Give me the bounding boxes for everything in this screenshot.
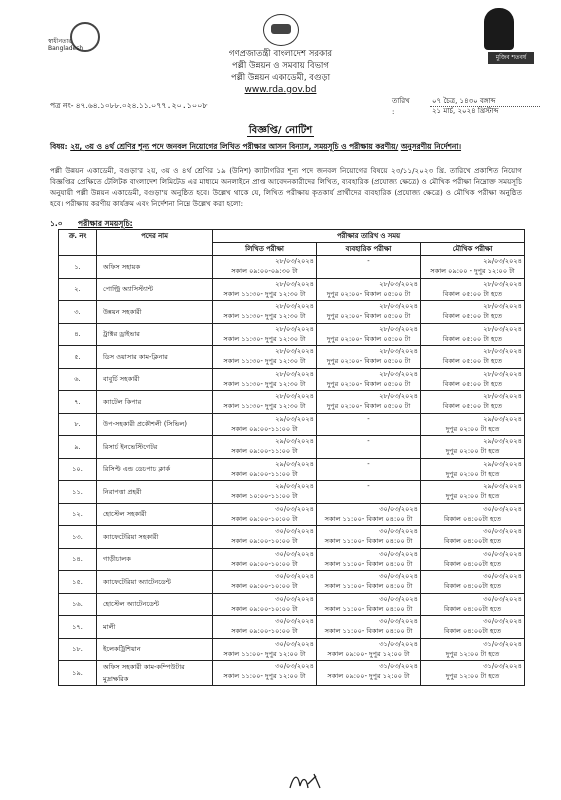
written-date: ২৯/০৩/২০২৪ bbox=[275, 437, 314, 445]
mujib-borsho-banner: মুজিব শতবর্ষ bbox=[488, 52, 534, 64]
cell-practical bbox=[317, 368, 421, 391]
cell-practical bbox=[317, 458, 421, 481]
viva-time: বিকাল ০৪:০০টা হতে bbox=[443, 627, 502, 635]
practical-time: সকাল ০৯:০০- দুপুর ১২:০০ টা bbox=[327, 672, 410, 680]
written-time: সকাল ০৯:০০-১০:০০ টা bbox=[231, 604, 298, 613]
table-row bbox=[59, 436, 525, 459]
table-row bbox=[59, 301, 525, 324]
viva-date: ২৮/০৩/২০২৪ bbox=[483, 347, 522, 355]
viva-time: বিকাল ০৫:০০ টা হতে bbox=[442, 312, 503, 320]
table-row bbox=[59, 548, 525, 571]
practical-date: ৩০/০৩/২০২৪ bbox=[379, 527, 418, 535]
viva-time: সকাল ০৯:০০ - দুপুর ১২:০০ টা bbox=[430, 267, 515, 275]
cell-post: অফিস সহকারী কাম-কম্পিউটার মুদ্রাক্ষরিক bbox=[97, 661, 213, 686]
subject-label: বিষয়: bbox=[50, 142, 68, 151]
cell-written bbox=[213, 571, 317, 594]
cell-written bbox=[213, 256, 317, 279]
cell-practical bbox=[317, 481, 421, 504]
cell-post: ক্যাফেটেরিয়া সহকারী bbox=[97, 526, 213, 549]
cell-post: গাড়ীচালক bbox=[97, 548, 213, 571]
cell-viva bbox=[421, 571, 525, 594]
written-time: সকাল ০৯:০০-১১:০০ টা bbox=[231, 469, 298, 478]
written-time: সকাল ১১:৩০- দুপুর ১২:৩০ টা bbox=[223, 379, 306, 388]
section-title: পরীক্ষার সময়সূচি: bbox=[78, 219, 133, 228]
practical-time: দুপুর ০২:০০- বিকাল ০৫:০০ টা bbox=[326, 312, 411, 320]
practical-time: - bbox=[367, 459, 370, 468]
written-time: সকাল ১১:৩০- দুপুর ১২:৩০ টা bbox=[223, 334, 306, 343]
table-row bbox=[59, 593, 525, 616]
cell-viva bbox=[421, 436, 525, 459]
govt-name: গণপ্রজাতন্ত্রী বাংলাদেশ সরকার bbox=[228, 49, 333, 59]
practical-time: সকাল ১১:০০- বিকাল ০৪:০০ টা bbox=[324, 514, 413, 523]
practical-time: দুপুর ০২:০০- বিকাল ০৫:০০ টা bbox=[326, 402, 411, 410]
practical-time: - bbox=[367, 414, 370, 423]
written-time: সকাল ০৯:০০-০৯:৩০ টা bbox=[231, 267, 298, 275]
cell-sl: ১৭. bbox=[59, 616, 97, 639]
cell-post: নিরাপত্তা প্রহরী bbox=[97, 481, 213, 504]
viva-date: ২৮/০৩/২০২৪ bbox=[483, 392, 522, 400]
practical-date: ২৮/০৩/২০২৪ bbox=[379, 302, 418, 310]
practical-time: দুপুর ০২:০০- বিকাল ০৫:০০ টা bbox=[326, 334, 411, 343]
cell-practical bbox=[317, 616, 421, 639]
cell-post: অফিস সহায়ক bbox=[97, 256, 213, 279]
cell-written bbox=[213, 368, 317, 391]
cell-viva bbox=[421, 278, 525, 301]
cell-viva bbox=[421, 481, 525, 504]
cell-practical bbox=[317, 638, 421, 661]
viva-date: ২৮/০৩/২০২৪ bbox=[483, 369, 522, 378]
cell-viva bbox=[421, 256, 525, 279]
portrait-icon bbox=[484, 8, 514, 50]
practical-date: ৩০/০৩/২০২৪ bbox=[379, 549, 418, 558]
cell-post: রিসার্চ ইনভেস্টিগেটর bbox=[97, 436, 213, 459]
cell-written bbox=[213, 616, 317, 639]
header-practical: ব্যবহারিক পরীক্ষা bbox=[317, 243, 421, 256]
cell-post: ক্যাফেটেরিয়া অ্যাটেনডেন্ট bbox=[97, 571, 213, 594]
written-time: সকাল ১১:৩০- দুপুর ১২:৩০ টা bbox=[223, 289, 306, 298]
date-english: ২১ মার্চ, ২০২৪ খ্রিস্টাব্দ bbox=[432, 107, 499, 115]
practical-date: ২৮/০৩/২০২৪ bbox=[379, 369, 418, 378]
cell-post: উন্নয়ন সহকারী bbox=[97, 301, 213, 324]
cell-viva bbox=[421, 323, 525, 346]
viva-date: ২৯/০৩/২০২৪ bbox=[483, 437, 522, 445]
rda-logo-icon bbox=[263, 14, 299, 46]
written-date: ৩০/০৩/২০২৪ bbox=[275, 662, 314, 670]
practical-date: ৩১/০৩/২০২৪ bbox=[379, 639, 418, 648]
cell-practical bbox=[317, 593, 421, 616]
practical-time: সকাল ১১:০০- বিকাল ০৪:০০ টা bbox=[324, 537, 413, 545]
cell-viva bbox=[421, 526, 525, 549]
viva-time: বিকাল ০৫:০০ টা হতে bbox=[442, 379, 503, 388]
viva-date: ২৮/০৩/২০২৪ bbox=[483, 279, 522, 288]
viva-time: বিকাল ০৪:০০টা হতে bbox=[443, 559, 502, 568]
memo-handwritten: ০৭৭.২০.১০০৮ bbox=[151, 101, 208, 110]
header-exam-group: পরীক্ষার তারিখ ও সময় bbox=[213, 230, 525, 243]
table-row bbox=[59, 458, 525, 481]
cell-practical bbox=[317, 526, 421, 549]
table-row bbox=[59, 256, 525, 279]
cell-written bbox=[213, 526, 317, 549]
cell-written bbox=[213, 413, 317, 436]
cell-viva bbox=[421, 661, 525, 686]
practical-time: সকাল ১১:০০- বিকাল ০৪:০০ টা bbox=[324, 559, 413, 568]
practical-date: ২৮/০৩/২০২৪ bbox=[379, 324, 418, 333]
cell-sl: ১০. bbox=[59, 458, 97, 481]
viva-time: বিকাল ০৪:০০টা হতে bbox=[443, 604, 502, 613]
cell-viva bbox=[421, 413, 525, 436]
cell-sl: ১৫. bbox=[59, 571, 97, 594]
written-time: সকাল ০৯:০০-১০:০০ টা bbox=[231, 627, 298, 635]
header-written: লিখিত পরীক্ষা bbox=[213, 243, 317, 256]
cell-written bbox=[213, 593, 317, 616]
cell-post: ক্যাটেল কিপার bbox=[97, 391, 213, 414]
table-row bbox=[59, 661, 525, 686]
cell-post: পোল্ট্রি অ্যাসিস্ট্যান্ট bbox=[97, 278, 213, 301]
cell-written bbox=[213, 661, 317, 686]
cell-sl: ১. bbox=[59, 256, 97, 279]
practical-time: সকাল ০৯:০০- দুপুর ১২:০০ টা bbox=[327, 649, 410, 658]
viva-time: দুপুর ০২:০০ টা হতে bbox=[445, 469, 500, 478]
cell-post: ডিস ওয়াসার কাম-ক্লিনার bbox=[97, 346, 213, 369]
viva-time: দুপুর ১২:০০ টা হতে bbox=[445, 649, 500, 658]
cell-practical bbox=[317, 278, 421, 301]
practical-time: - bbox=[367, 257, 370, 265]
cell-post: রিসিপ্ট এন্ড ডেচপাচ ক্লার্ক bbox=[97, 458, 213, 481]
written-date: ২৮/০৩/২০২৪ bbox=[275, 302, 314, 310]
subject-text-2: অনুসরণীয় নির্দেশনা। bbox=[400, 142, 462, 151]
written-date: ৩০/০৩/২০২৪ bbox=[275, 594, 314, 603]
academy-name: পল্লী উন্নয়ন একাডেমী, বগুড়া bbox=[230, 73, 331, 83]
cell-viva bbox=[421, 301, 525, 324]
viva-time: বিকাল ০৫:০০ টা হতে bbox=[442, 357, 503, 365]
table-row bbox=[59, 481, 525, 504]
viva-date: ৩১/০৩/২০২৪ bbox=[483, 639, 522, 648]
practical-date: ৩০/০৩/২০২৪ bbox=[379, 572, 418, 580]
cell-post: হোস্টেল অ্যাটেনডেন্ট bbox=[97, 593, 213, 616]
written-time: সকাল ১১:৩০- দুপুর ১২:৩০ টা bbox=[223, 312, 306, 320]
cell-practical bbox=[317, 391, 421, 414]
website-link[interactable]: www.rda.gov.bd bbox=[244, 85, 317, 95]
viva-date: ৩০/০৩/২০২৪ bbox=[483, 549, 522, 558]
cell-written bbox=[213, 548, 317, 571]
viva-time: বিকাল ০৫:০০ টা হতে bbox=[442, 402, 503, 410]
cell-written bbox=[213, 503, 317, 526]
practical-time: - bbox=[367, 482, 370, 490]
cell-post: উপ-সহকারী প্রকৌশলী (সিভিল) bbox=[97, 413, 213, 436]
viva-time: দুপুর ০২:০০ টা হতে bbox=[445, 447, 500, 455]
cell-viva bbox=[421, 368, 525, 391]
viva-time: দুপুর ১২:০০ টা হতে bbox=[445, 672, 500, 680]
practical-date: ৩০/০৩/২০২৪ bbox=[379, 594, 418, 603]
written-time: সকাল ১১:০০- দুপুর ১২:০০ টা bbox=[223, 649, 306, 658]
header-sl: ক্র. নং bbox=[59, 230, 97, 256]
cell-post: ইলেকট্রিশিয়ান bbox=[97, 638, 213, 661]
table-row bbox=[59, 503, 525, 526]
written-date: ২৮/০৩/২০২৪ bbox=[275, 257, 314, 265]
table-row bbox=[59, 323, 525, 346]
logo-left-line2: Bangladesh bbox=[48, 45, 84, 52]
table-row bbox=[59, 526, 525, 549]
cell-viva bbox=[421, 503, 525, 526]
cell-written bbox=[213, 346, 317, 369]
cell-practical bbox=[317, 323, 421, 346]
table-row bbox=[59, 638, 525, 661]
written-date: ৩০/০৩/২০২৪ bbox=[275, 572, 314, 580]
viva-date: ৩০/০৩/২০২৪ bbox=[483, 504, 522, 513]
cell-practical bbox=[317, 436, 421, 459]
logo-left-line1: স্বাধীনতার bbox=[48, 38, 72, 45]
written-time: সকাল ১১:৩০- দুপুর ১২:৩০ টা bbox=[223, 402, 306, 410]
letterhead bbox=[0, 48, 561, 96]
cell-practical bbox=[317, 571, 421, 594]
written-date: ৩০/০৩/২০২৪ bbox=[275, 639, 314, 648]
cell-post: মালী bbox=[97, 616, 213, 639]
cell-sl: ৬. bbox=[59, 368, 97, 391]
notice-title-text: বিজ্ঞপ্তি/ নোটিশ bbox=[248, 125, 313, 136]
cell-sl: ১৯. bbox=[59, 661, 97, 686]
written-date: ২৮/০৩/২০২৪ bbox=[275, 279, 314, 288]
table-row bbox=[59, 346, 525, 369]
cell-viva bbox=[421, 548, 525, 571]
cell-practical bbox=[317, 661, 421, 686]
practical-time: দুপুর ০২:০০- বিকাল ০৫:০০ টা bbox=[326, 289, 411, 298]
cell-written bbox=[213, 301, 317, 324]
cell-practical bbox=[317, 548, 421, 571]
date-label: তারিখ : bbox=[392, 97, 410, 116]
cell-sl: ১৮. bbox=[59, 638, 97, 661]
practical-time: সকাল ১১:০০- বিকাল ০৪:০০ টা bbox=[324, 604, 413, 613]
written-time: সকাল ০৯:০০-১১:০০ টা bbox=[231, 424, 298, 433]
cell-written bbox=[213, 323, 317, 346]
viva-time: দুপুর ০২:০০ টা হতে bbox=[445, 492, 500, 500]
cell-post: বাবুর্চি সহকারী bbox=[97, 368, 213, 391]
viva-date: ৩০/০৩/২০২৪ bbox=[483, 572, 522, 580]
cell-post: হোস্টেল সহকারী bbox=[97, 503, 213, 526]
written-date: ২৮/০৩/২০২৪ bbox=[275, 369, 314, 378]
table-row bbox=[59, 278, 525, 301]
viva-date: ২৮/০৩/২০২৪ bbox=[483, 302, 522, 310]
practical-time: সকাল ১১:০০- বিকাল ০৪:০০ টা bbox=[324, 627, 413, 635]
viva-time: দুপুর ০২:০০ টা হতে bbox=[445, 424, 500, 433]
practical-time: দুপুর ০২:০০- বিকাল ০৫:০০ টা bbox=[326, 357, 411, 365]
cell-viva bbox=[421, 458, 525, 481]
table-row bbox=[59, 616, 525, 639]
cell-sl: ১৩. bbox=[59, 526, 97, 549]
subject bbox=[50, 141, 520, 152]
practical-date: ২৮/০৩/২০২৪ bbox=[379, 279, 418, 288]
viva-time: বিকাল ০৪:০০টা হতে bbox=[443, 537, 502, 545]
cell-practical bbox=[317, 413, 421, 436]
written-date: ৩০/০৩/২০২৪ bbox=[275, 527, 314, 535]
viva-date: ৩০/০৩/২০২৪ bbox=[483, 594, 522, 603]
cell-post: ট্রাক্টর ড্রাইভার bbox=[97, 323, 213, 346]
cell-written bbox=[213, 436, 317, 459]
written-date: ২৮/০৩/২০২৪ bbox=[275, 392, 314, 400]
table-row bbox=[59, 391, 525, 414]
written-date: ৩০/০৩/২০২৪ bbox=[275, 617, 314, 625]
table-row bbox=[59, 413, 525, 436]
practical-time: - bbox=[367, 437, 370, 445]
practical-time: সকাল ১১:০০- বিকাল ০৪:০০ টা bbox=[324, 582, 413, 590]
written-time: সকাল ০৯:০০-১০:০০ টা bbox=[231, 514, 298, 523]
cell-written bbox=[213, 278, 317, 301]
written-time: সকাল ১১:০০- দুপুর ১২:০০ টা bbox=[223, 672, 306, 680]
written-date: ২৮/০৩/২০২৪ bbox=[275, 347, 314, 355]
viva-date: ৩১/০৩/২০২৪ bbox=[483, 662, 522, 670]
written-time: সকাল ০৯:০০-১০:০০ টা bbox=[231, 537, 298, 545]
viva-date: ২৯/০৩/২০২৪ bbox=[483, 482, 522, 490]
written-date: ২৯/০৩/২০২৪ bbox=[275, 459, 314, 468]
table-row bbox=[59, 571, 525, 594]
cell-sl: ১৪. bbox=[59, 548, 97, 571]
cell-sl: ১২. bbox=[59, 503, 97, 526]
practical-date: ৩০/০৩/২০২৪ bbox=[379, 504, 418, 513]
viva-time: বিকাল ০৪:০০টা হতে bbox=[443, 514, 502, 523]
viva-time: বিকাল ০৫:০০ টা হতে bbox=[442, 334, 503, 343]
written-time: সকাল ০৯:০০-১০:০০ টা bbox=[231, 559, 298, 568]
practical-date: ২৮/০৩/২০২৪ bbox=[379, 347, 418, 355]
cell-practical bbox=[317, 301, 421, 324]
cell-practical bbox=[317, 346, 421, 369]
written-date: ৩০/০৩/২০২৪ bbox=[275, 504, 314, 513]
cell-sl: ৭. bbox=[59, 391, 97, 414]
written-date: ২৯/০৩/২০২৪ bbox=[275, 482, 314, 490]
written-date: ৩০/০৩/২০২৪ bbox=[275, 549, 314, 558]
memo-prefix: পত্র নং- ৪৭.৬৪.১০৮৮.০২৪.১১. bbox=[50, 101, 152, 110]
cell-sl: ২. bbox=[59, 278, 97, 301]
cell-sl: ১৬. bbox=[59, 593, 97, 616]
cell-written bbox=[213, 481, 317, 504]
cell-written bbox=[213, 391, 317, 414]
header-post: পদের নাম bbox=[97, 230, 213, 256]
written-time: সকাল ০৯:০০-১০:০০ টা bbox=[231, 582, 298, 590]
practical-date: ২৮/০৩/২০২৪ bbox=[379, 392, 418, 400]
written-time: সকাল ১১:৩০- দুপুর ১২:৩০ টা bbox=[223, 357, 306, 365]
viva-time: বিকাল ০৪:০০টা হতে bbox=[443, 582, 502, 590]
cell-written bbox=[213, 638, 317, 661]
cell-practical bbox=[317, 503, 421, 526]
practical-time: দুপুর ০২:০০- বিকাল ০৫:০০ টা bbox=[326, 379, 411, 388]
cell-sl: ৪. bbox=[59, 323, 97, 346]
viva-date: ২৯/০৩/২০২৪ bbox=[483, 414, 522, 423]
cell-sl: ৯. bbox=[59, 436, 97, 459]
header-viva: মৌখিক পরীক্ষা bbox=[421, 243, 525, 256]
cell-practical bbox=[317, 256, 421, 279]
written-date: ২৮/০৩/২০২৪ bbox=[275, 324, 314, 333]
signature-icon bbox=[286, 770, 326, 792]
practical-date: ৩০/০৩/২০২৪ bbox=[379, 617, 418, 625]
cell-sl: ৩. bbox=[59, 301, 97, 324]
cell-viva bbox=[421, 593, 525, 616]
table-row bbox=[59, 368, 525, 391]
cell-sl: ৫. bbox=[59, 346, 97, 369]
cell-viva bbox=[421, 391, 525, 414]
practical-date: ৩১/০৩/২০২৪ bbox=[379, 662, 418, 670]
cell-viva bbox=[421, 616, 525, 639]
exam-schedule-table bbox=[58, 229, 525, 686]
viva-date: ২৮/০৩/২০২৪ bbox=[483, 324, 522, 333]
viva-date: ২৯/০৩/২০২৪ bbox=[483, 459, 522, 468]
written-time: সকাল ০৯:০০-১১:০০ টা bbox=[231, 447, 298, 455]
date-bangla: ০৭ চৈত্র, ১৪৩০ বঙ্গাব্দ bbox=[432, 97, 496, 105]
notice-title bbox=[0, 123, 561, 140]
subject-text: ২য়, ৩য় ও ৪র্থ শ্রেণির শূন্য পদে জনবল নিয়োগের লিখিত পরীক্ষার আসন বিন্যাস, সময়সূচি ও পরীক্ষায় করণীয়/ bbox=[70, 142, 399, 151]
division-name: পল্লী উন্নয়ন ও সমবায় বিভাগ bbox=[232, 61, 329, 71]
section-number: ১.০ bbox=[50, 219, 63, 228]
written-time: সকাল ১০:০০-১১:০০ টা bbox=[231, 492, 298, 500]
cell-sl: ১১. bbox=[59, 481, 97, 504]
viva-date: ৩০/০৩/২০২৪ bbox=[483, 617, 522, 625]
body-paragraph: পল্লী উন্নয়ন একাডেমী, বগুড়া'র ২য়, ৩য় ও ৪র্থ শ্রেণির ১৯ (উনিশ) ক্যাটাগরির শূন্য পদে জনবল নিয়োগের বিষয়ে ২৩/১১/২০২৩ খ্রি. তারিখে প্রকাশিত নিয়োগ বিজ্ঞপ্তির প্রেক্ষিতে টেলিটক বাংলাদেশ লিমিটেড এর মাধ্যমে অনলাইনে প্রাপ্ত আবেদনকারীদের লিখিত, ব্যবহারিক (প্রযোজ্য ক্ষেত্রে) ও মৌখিক পরীক্ষা নিম্নোক্ত সময়সূচি অনুযায়ী পল্লী উন্নয়ন একাডেমী, বগুড়া'য় অনুষ্ঠিত হবে। উল্লেখ থাকে যে, লিখিত পরীক্ষায় কৃতকার্য প্রার্থীদের ব্যবহারিক (প্রযোজ্য ক্ষেত্রে) ও মৌখিক পরীক্ষা অনুষ্ঠিত হবে। পরীক্ষায় করণীয় কার্যক্রম এবং নির্দেশনা নিম্নে উল্লেখ করা হলো: bbox=[50, 166, 522, 208]
viva-date: ২৯/০৩/২০২৪ bbox=[483, 257, 522, 265]
viva-date: ৩০/০৩/২০২৪ bbox=[483, 527, 522, 535]
cell-sl: ৮. bbox=[59, 413, 97, 436]
signature bbox=[286, 770, 326, 792]
viva-time: বিকাল ০৫:০০ টা হতে bbox=[442, 289, 503, 298]
cell-viva bbox=[421, 346, 525, 369]
cell-written bbox=[213, 458, 317, 481]
written-date: ২৯/০৩/২০২৪ bbox=[275, 414, 314, 423]
cell-viva bbox=[421, 638, 525, 661]
memo-number bbox=[50, 100, 207, 113]
